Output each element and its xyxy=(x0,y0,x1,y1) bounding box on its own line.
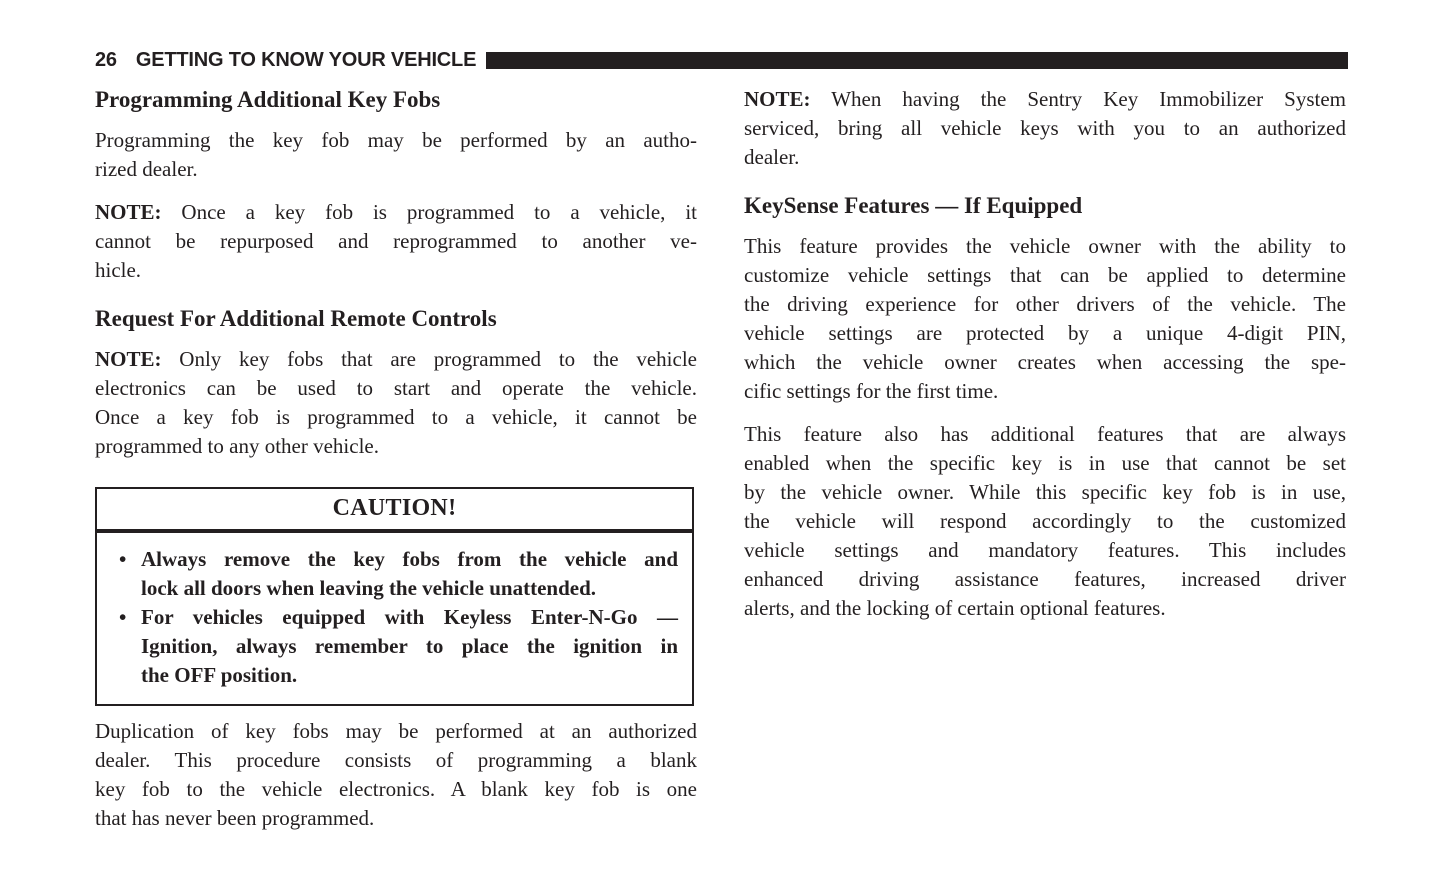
text-line: Programming the key fob may be performed by an autho- xyxy=(95,128,697,152)
text-line: dealer. This procedure consists of programming a blank xyxy=(95,748,697,772)
text-line: by the vehicle owner. While this specific key fob is in use, xyxy=(744,480,1346,504)
text-line: the vehicle will respond accordingly to the customized xyxy=(744,509,1346,533)
text-line: serviced, bring all vehicle keys with you to an authorized xyxy=(744,116,1346,140)
caution-bullet-list xyxy=(97,533,692,704)
page-header xyxy=(95,48,1348,72)
text-line: enabled when the specific key is in use that cannot be set xyxy=(744,451,1346,475)
two-column-layout xyxy=(95,85,1348,847)
page-header-title: GETTING TO KNOW YOUR VEHICLE xyxy=(135,48,477,71)
text-line: vehicle settings are protected by a unique 4-digit PIN, xyxy=(744,321,1346,345)
text-line: cannot be repurposed and reprogrammed to another ve- xyxy=(95,229,697,253)
header-rule-bar xyxy=(486,52,1348,69)
text-line: electronics can be used to start and operate the vehicle. xyxy=(95,376,697,400)
caution-box xyxy=(95,487,694,706)
text-line: This feature also has additional features that are always xyxy=(744,422,1346,446)
text-line: that has never been programmed. xyxy=(95,806,375,830)
text-line: the driving experience for other drivers of the vehicle. The xyxy=(744,292,1346,316)
text-line: cific settings for the first time. xyxy=(744,379,999,403)
text-line: enhanced driving assistance features, increased driver xyxy=(744,567,1346,591)
text-line: Always remove the key fobs from the vehicle and xyxy=(141,547,678,571)
paragraph-keysense-customize xyxy=(744,232,1346,406)
text-line: the OFF position. xyxy=(141,663,298,687)
text-line: programmed to any other vehicle. xyxy=(95,434,379,458)
text-line: NOTE: Only key fobs that are programmed to the vehicle xyxy=(95,347,697,371)
text-line: For vehicles equipped with Keyless Enter-N-Go — xyxy=(141,605,678,629)
right-column xyxy=(744,85,1346,637)
text-line: Ignition, always remember to place the ignition in xyxy=(141,634,678,658)
text-line: NOTE: When having the Sentry Key Immobilizer System xyxy=(744,87,1346,111)
bullet-item xyxy=(109,603,678,690)
note-paragraph-programmed-fobs xyxy=(95,345,697,461)
text-line: NOTE: Once a key fob is programmed to a vehicle, it xyxy=(95,200,697,224)
text-line: lock all doors when leaving the vehicle unattended. xyxy=(141,576,597,600)
note-paragraph-reprogramming xyxy=(95,198,697,285)
note-label: NOTE: xyxy=(95,200,162,224)
page-number: 26 xyxy=(95,48,117,71)
note-label: NOTE: xyxy=(744,87,811,111)
text-line: which the vehicle owner creates when accessing the spe- xyxy=(744,350,1346,374)
section-heading-programming-additional-key-fobs: Programming Additional Key Fobs xyxy=(95,87,441,112)
text-line: key fob to the vehicle electronics. A blank key fob is one xyxy=(95,777,697,801)
left-column xyxy=(95,85,697,847)
text-line: This feature provides the vehicle owner with the ability to xyxy=(744,234,1346,258)
caution-title: CAUTION! xyxy=(97,489,692,533)
text-line: dealer. xyxy=(744,145,800,169)
note-label: NOTE: xyxy=(95,347,162,371)
bullet-text xyxy=(141,545,678,603)
note-paragraph-sentry-key xyxy=(744,85,1346,172)
text-line: hicle. xyxy=(95,258,142,282)
paragraph-programming-dealer xyxy=(95,126,697,184)
bullet-icon: • xyxy=(119,605,127,629)
section-heading-keysense-features: KeySense Features — If Equipped xyxy=(744,193,1083,218)
text-line: Once a key fob is programmed to a vehicle, it cannot be xyxy=(95,405,697,429)
bullet-text xyxy=(141,603,678,690)
text-line: vehicle settings and mandatory features. This includes xyxy=(744,538,1346,562)
paragraph-duplication xyxy=(95,717,697,833)
text-line: Duplication of key fobs may be performed at an authorized xyxy=(95,719,697,743)
text-line: alerts, and the locking of certain optional features. xyxy=(744,596,1166,620)
bullet-icon: • xyxy=(119,547,127,571)
bullet-item xyxy=(109,545,678,603)
text-line: rized dealer. xyxy=(95,157,198,181)
paragraph-keysense-mandatory xyxy=(744,420,1346,623)
text-line: customize vehicle settings that can be applied to determine xyxy=(744,263,1346,287)
section-heading-request-additional-remote-controls: Request For Additional Remote Controls xyxy=(95,306,497,331)
